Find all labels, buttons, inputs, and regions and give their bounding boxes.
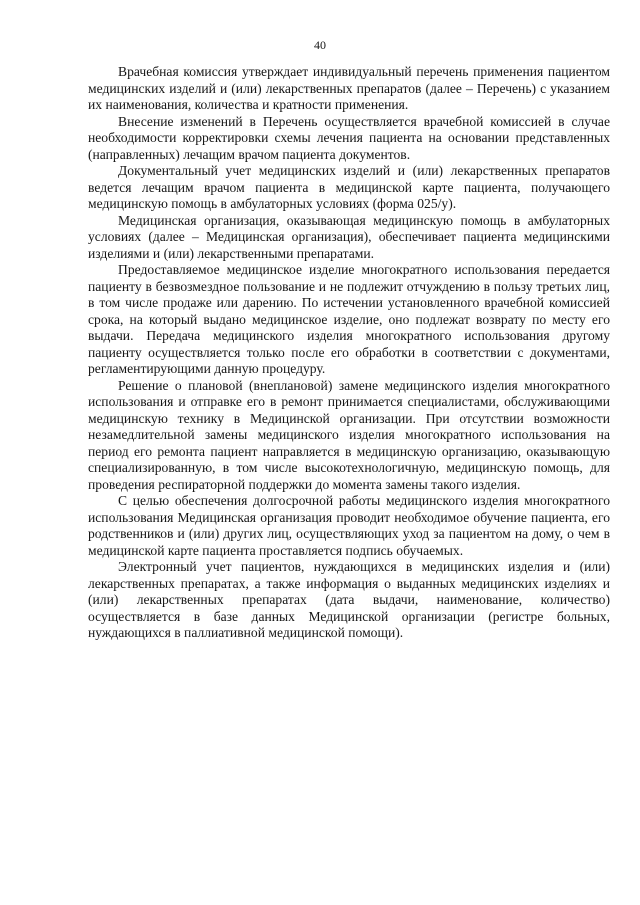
paragraph-8: Электронный учет пациентов, нуждающихся в медицинских изделия и (или) лекарственных препаратах, а также информация о выданных медицинских изделиях и (или) лекарственных препаратах (дата выдачи, наименование, количество) осуществляется в базе данных Медицинской организации (регистре больных, нуждающихся в паллиативной медицинской помощи). xyxy=(88,559,610,640)
document-body xyxy=(88,64,610,642)
paragraph-5: Предоставляемое медицинское изделие многократного использования передается пациенту в безвозмездное пользование и не подлежит отчуждению в пользу третьих лиц, в том числе продаже или дарению. По истечении установленного врачебной комиссией срока, на который выдано медицинское изделие, оно подлежат возврату по месту его выдачи. Передача медицинского изделия многократного использования другому пациенту осуществляется только после его обработки в соответствии с документами, регламентирующими данную процедуру. xyxy=(88,262,610,376)
paragraph-7: С целью обеспечения долгосрочной работы медицинского изделия многократного использования Медицинская организация проводит необходимое обучение пациента, его родственников и (или) других лиц, осуществляющих уход за пациентом на дому, о чем в медицинской карте пациента проставляется подпись обучаемых. xyxy=(88,493,610,558)
page-number: 40 xyxy=(314,38,326,52)
paragraph-2: Внесение изменений в Перечень осуществляется врачебной комиссией в случае необходимости корректировки схемы лечения пациента на основании представленных (направленных) лечащим врачом пациента документов. xyxy=(88,113,610,162)
paragraph-6: Решение о плановой (внеплановой) замене медицинского изделия многократного использования и отправке его в ремонт принимается специалистами, обслуживающими медицинскую технику в Медицинской организации. При отсутствии возможности незамедлительной замены медицинского изделия многократного использования на период его ремонта пациент направляется в медицинскую организацию, оказывающую специализированную, в том числе высокотехнологичную, медицинскую помощь, для проведения респираторной поддержки до момента замены такого изделия. xyxy=(88,377,610,492)
paragraph-4: Медицинская организация, оказывающая медицинскую помощь в амбулаторных условиях (далее – Медицинская организация), обеспечивает пациента медицинскими изделиями и (или) лекарственными препаратами. xyxy=(88,212,610,261)
paragraph-3: Документальный учет медицинских изделий и (или) лекарственных препаратов ведется лечащим врачом пациента в медицинской карте пациента, получающего медицинскую помощь в амбулаторных условиях (форма 025/у). xyxy=(88,163,610,211)
paragraph-1: Врачебная комиссия утверждает индивидуальный перечень применения пациентом медицинских изделий и (или) лекарственных препаратов (далее – Перечень) с указанием их наименования, количества и кратности применения. xyxy=(88,64,610,112)
